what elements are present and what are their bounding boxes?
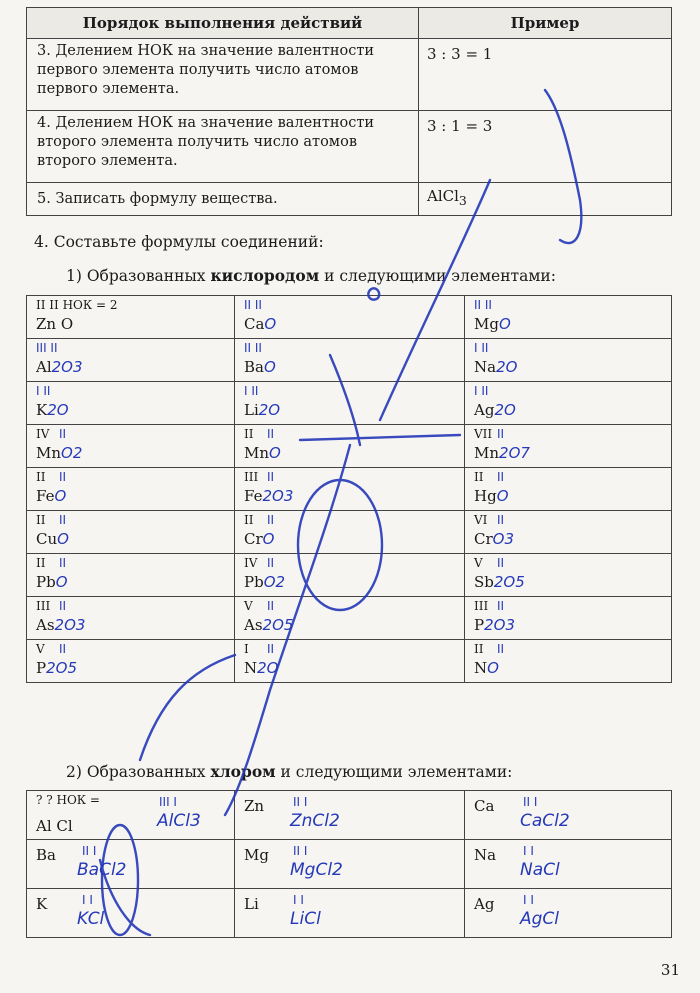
handwritten-valence: II <box>497 470 505 484</box>
handwritten-valence: II <box>497 513 505 527</box>
element-symbol <box>474 530 514 548</box>
task-title: 4. Составьте формулы соединений: <box>34 233 324 251</box>
printed-valence: IV <box>36 427 50 441</box>
handwritten-valence: II <box>497 642 505 656</box>
handwritten-valence: II <box>267 513 275 527</box>
compound-cell <box>235 511 465 554</box>
element-symbol-text: Ca <box>244 315 265 333</box>
bleed-through-text <box>470 247 474 262</box>
element-symbol <box>244 530 274 548</box>
handwritten-answer: O <box>496 487 509 505</box>
compound-cell <box>235 554 465 597</box>
table-row <box>27 382 672 425</box>
printed-valence: III <box>244 470 259 484</box>
page-number: 31 <box>660 961 680 979</box>
printed-valence: I <box>244 642 249 656</box>
element-symbol: Zn <box>244 797 265 815</box>
table-row <box>27 640 672 683</box>
element-symbol <box>36 444 82 462</box>
handwritten-valence: I II <box>474 384 489 398</box>
oxygen-compounds-table <box>26 295 672 683</box>
handwritten-valence: III II <box>36 341 58 355</box>
table-row <box>27 39 672 111</box>
compound-cell <box>465 468 672 511</box>
handwritten-answer: 2O <box>258 401 281 419</box>
element-symbol: Al Cl <box>36 817 73 835</box>
compound-cell <box>27 597 235 640</box>
handwritten-answer: O <box>269 444 281 462</box>
compound-cell <box>235 791 465 840</box>
handwritten-answer: 2O5 <box>493 573 525 591</box>
compound-cell <box>27 296 235 339</box>
example-header: Пример <box>419 8 672 39</box>
handwritten-valence: II <box>497 556 505 570</box>
table-row <box>27 425 672 468</box>
handwritten-formula: ZnCl2 <box>290 811 340 831</box>
handwritten-valence: II <box>59 427 67 441</box>
element-symbol <box>244 573 285 591</box>
handwritten-valence: II <box>497 427 505 441</box>
element-symbol-text: Ag <box>474 401 495 419</box>
formula-main: AlCl <box>427 186 459 205</box>
compound-cell <box>465 339 672 382</box>
element-symbol-text: Ba <box>244 358 264 376</box>
element-symbol <box>36 573 68 591</box>
table-row <box>27 111 672 183</box>
handwritten-answer: O <box>262 530 275 548</box>
example-text: 3 : 1 = 3 <box>419 111 672 183</box>
element-symbol <box>474 487 509 505</box>
handwritten-answer: O <box>57 530 69 548</box>
element-symbol-text: Li <box>244 401 259 419</box>
handwritten-answer: 2O3 <box>51 358 83 376</box>
table-row <box>27 791 672 840</box>
handwritten-answer: 2O <box>47 401 69 419</box>
table-row <box>27 339 672 382</box>
handwritten-valence: II I <box>293 795 308 809</box>
element-symbol: Mg <box>244 846 269 864</box>
handwritten-answer: 2O5 <box>262 616 294 634</box>
handwritten-valence: II <box>267 470 275 484</box>
example-text: 3 : 3 = 1 <box>419 39 672 111</box>
handwritten-valence: II II <box>244 298 262 312</box>
element-symbol <box>244 616 293 634</box>
element-symbol-text: Fe <box>36 487 55 505</box>
element-symbol <box>474 616 515 634</box>
handwritten-valence: I I <box>82 893 93 907</box>
handwritten-valence: I II <box>36 384 51 398</box>
compound-cell <box>27 339 235 382</box>
printed-valence: II <box>36 556 46 570</box>
element-symbol-text: Al <box>36 358 52 376</box>
handwritten-valence: II I <box>523 795 538 809</box>
element-symbol <box>244 315 276 333</box>
element-symbol <box>474 444 530 462</box>
element-symbol <box>36 530 69 548</box>
handwritten-valence: II I <box>82 844 97 858</box>
element-symbol <box>474 573 525 591</box>
element-symbol <box>244 358 276 376</box>
chlorine-heading <box>66 762 512 781</box>
handwritten-answer: 2O5 <box>46 659 77 677</box>
element-symbol: Ag <box>474 895 495 913</box>
handwritten-valence: I I <box>523 893 534 907</box>
handwritten-formula: AgCl <box>520 909 560 929</box>
compound-cell <box>27 640 235 683</box>
compound-cell <box>27 425 235 468</box>
handwritten-formula: MgCl2 <box>290 860 343 880</box>
element-symbol <box>36 616 85 634</box>
handwritten-valence: II <box>267 427 275 441</box>
handwritten-answer: 2O3 <box>54 616 86 634</box>
element-symbol-text: P <box>474 616 485 634</box>
procedure-table <box>26 7 672 216</box>
printed-valence: III <box>36 599 51 613</box>
printed-valence: VII <box>474 427 493 441</box>
handwritten-valence: I I <box>523 844 534 858</box>
heading-text: 2) Образованных <box>66 763 211 781</box>
compound-cell <box>465 511 672 554</box>
element-symbol-text: Cu <box>36 530 58 548</box>
printed-valence: ? ? НОК = <box>36 793 100 807</box>
handwritten-valence: II <box>267 556 275 570</box>
element-symbol <box>36 315 73 333</box>
handwritten-answer: O <box>54 487 67 505</box>
printed-valence: V <box>244 599 253 613</box>
printed-valence: V <box>474 556 483 570</box>
element-symbol <box>36 358 83 376</box>
handwritten-valence: II <box>59 599 67 613</box>
handwritten-formula: NaCl <box>520 860 560 880</box>
handwritten-valence: II <box>267 642 275 656</box>
handwritten-answer: O2 <box>61 444 83 462</box>
table-row <box>27 183 672 216</box>
printed-valence: III <box>474 599 489 613</box>
element-symbol <box>36 401 69 419</box>
heading-bold: кислородом <box>210 266 320 285</box>
element-symbol-text: As <box>244 616 263 634</box>
compound-cell <box>27 382 235 425</box>
element-symbol-text: N <box>474 659 488 677</box>
table-row <box>27 554 672 597</box>
printed-valence: II <box>244 427 254 441</box>
compound-cell <box>465 640 672 683</box>
handwritten-answer: 2O3 <box>484 616 515 634</box>
compound-cell <box>235 889 465 938</box>
compound-cell <box>235 640 465 683</box>
element-symbol-text: Mn <box>36 444 62 462</box>
handwritten-answer: 2O <box>496 358 518 376</box>
compound-cell <box>235 425 465 468</box>
compound-cell <box>27 840 235 889</box>
printed-valence: VI <box>474 513 488 527</box>
oxygen-heading <box>66 266 556 285</box>
compound-cell <box>465 382 672 425</box>
handwritten-valence: II II <box>474 298 492 312</box>
printed-valence: IV <box>244 556 258 570</box>
element-symbol: Ca <box>474 797 495 815</box>
handwritten-answer: O <box>263 358 276 376</box>
handwritten-answer: 2O7 <box>499 444 530 462</box>
compound-cell <box>465 554 672 597</box>
table-row <box>27 840 672 889</box>
compound-cell <box>27 511 235 554</box>
element-symbol-text: Mg <box>474 315 499 333</box>
handwritten-answer: O2 <box>263 573 286 591</box>
handwritten-valence: I II <box>244 384 259 398</box>
handwritten-valence: II <box>59 556 67 570</box>
element-symbol: K <box>36 895 48 913</box>
element-symbol: Na <box>474 846 497 864</box>
compound-cell <box>235 382 465 425</box>
element-symbol: Li <box>244 895 259 913</box>
heading-bold: хлором <box>210 762 276 781</box>
compound-cell <box>27 889 235 938</box>
compound-cell <box>235 468 465 511</box>
compound-cell <box>27 468 235 511</box>
compound-cell <box>27 554 235 597</box>
printed-valence: II II НОК = 2 <box>36 298 118 312</box>
printed-valence: II <box>244 513 254 527</box>
heading-text: и следующими элементами: <box>319 267 556 285</box>
element-symbol-text: Hg <box>474 487 497 505</box>
table-row <box>27 296 672 339</box>
handwritten-answer: O <box>264 315 277 333</box>
compound-cell <box>235 296 465 339</box>
table-row <box>27 511 672 554</box>
element-symbol-text: Mn <box>244 444 270 462</box>
element-symbol-text: Zn O <box>36 315 74 333</box>
step-text: 4. Делением НОК на значение валентности второго элемента получить число атомов второго элемента. <box>27 111 419 183</box>
element-symbol <box>474 401 516 419</box>
compound-cell <box>27 791 235 840</box>
element-symbol: Ba <box>36 846 56 864</box>
element-symbol <box>474 659 499 677</box>
element-symbol <box>36 659 77 677</box>
element-symbol-text: As <box>36 616 55 634</box>
element-symbol-text: Pb <box>36 573 56 591</box>
handwritten-answer: O <box>487 659 499 677</box>
printed-valence: II <box>36 513 46 527</box>
heading-text: и следующими элементами: <box>275 763 513 781</box>
example-formula <box>419 183 672 216</box>
compound-cell <box>235 840 465 889</box>
element-symbol-text: N <box>244 659 258 677</box>
element-symbol-text: Na <box>474 358 497 376</box>
table-row <box>27 468 672 511</box>
handwritten-answer: O <box>55 573 68 591</box>
element-symbol <box>244 659 278 677</box>
handwritten-valence: II <box>59 513 67 527</box>
handwritten-answer: 2O <box>494 401 516 419</box>
element-symbol-text: Cr <box>474 530 493 548</box>
compound-cell <box>465 425 672 468</box>
handwritten-answer: 2O <box>257 659 279 677</box>
handwritten-formula: BaCl2 <box>77 860 127 880</box>
handwritten-formula: KCl <box>77 909 105 929</box>
step-text: 5. Записать формулу вещества. <box>27 183 419 216</box>
table-row <box>27 597 672 640</box>
compound-cell <box>465 791 672 840</box>
handwritten-formula: AlCl3 <box>157 811 201 831</box>
handwritten-valence: I II <box>474 341 489 355</box>
element-symbol <box>244 401 280 419</box>
printed-valence: II <box>474 470 484 484</box>
element-symbol <box>244 444 281 462</box>
element-symbol <box>474 315 511 333</box>
element-symbol-text: Fe <box>244 487 263 505</box>
chlorine-compounds-table <box>26 790 672 938</box>
handwritten-answer: O <box>498 315 511 333</box>
element-symbol-text: K <box>36 401 48 419</box>
procedure-header: Порядок выполнения действий <box>27 8 419 39</box>
handwritten-valence: II II <box>244 341 262 355</box>
element-symbol <box>474 358 517 376</box>
element-symbol-text: Sb <box>474 573 494 591</box>
handwritten-answer: O3 <box>492 530 515 548</box>
printed-valence: V <box>36 642 45 656</box>
element-symbol-text: Mn <box>474 444 500 462</box>
formula-subscript: 3 <box>458 192 467 208</box>
table-row <box>27 889 672 938</box>
printed-valence: II <box>474 642 484 656</box>
element-symbol-text: P <box>36 659 47 677</box>
handwritten-answer: 2O3 <box>262 487 294 505</box>
handwritten-formula: LiCl <box>290 909 321 929</box>
handwritten-valence: II I <box>293 844 308 858</box>
handwritten-valence: II <box>267 599 275 613</box>
heading-text: 1) Образованных <box>66 267 211 285</box>
compound-cell <box>235 339 465 382</box>
handwritten-valence: II <box>59 642 67 656</box>
compound-cell <box>465 840 672 889</box>
compound-cell <box>465 296 672 339</box>
handwritten-valence: I I <box>293 893 304 907</box>
element-symbol-text: Cr <box>244 530 263 548</box>
handwritten-valence: II <box>59 470 67 484</box>
compound-cell <box>465 889 672 938</box>
element-symbol <box>36 487 66 505</box>
element-symbol-text: Pb <box>244 573 264 591</box>
handwritten-valence: II <box>497 599 505 613</box>
handwritten-valence: III I <box>159 795 177 809</box>
handwritten-formula: CaCl2 <box>520 811 570 831</box>
compound-cell <box>465 597 672 640</box>
element-symbol <box>244 487 293 505</box>
compound-cell <box>235 597 465 640</box>
printed-valence: II <box>36 470 46 484</box>
step-text: 3. Делением НОК на значение валентности первого элемента получить число атомов первого элемента. <box>27 39 419 111</box>
